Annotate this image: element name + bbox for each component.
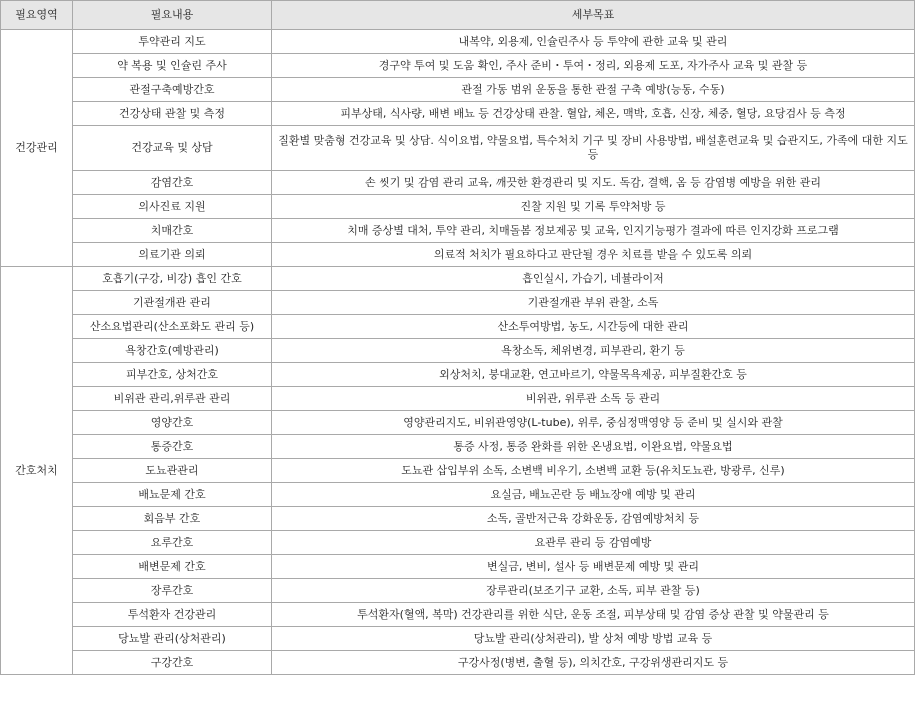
need-cell: 배변문제 간호: [73, 555, 272, 579]
table-row: [1, 459, 915, 483]
table-row: [1, 579, 915, 603]
goal-cell: 흡인실시, 가습기, 네뷸라이저: [272, 267, 915, 291]
table-row: [1, 30, 915, 54]
header-area: 필요영역: [1, 1, 73, 30]
table-row: [1, 243, 915, 267]
table-row: [1, 555, 915, 579]
table-row: [1, 531, 915, 555]
goal-cell: 변실금, 변비, 설사 등 배변문제 예방 및 관리: [272, 555, 915, 579]
header-row: [1, 1, 915, 30]
header-need: 필요내용: [73, 1, 272, 30]
need-cell: 당뇨발 관리(상처관리): [73, 627, 272, 651]
goal-cell: 욕창소독, 체위변경, 피부관리, 환기 등: [272, 339, 915, 363]
goal-cell: 도뇨관 삽입부위 소독, 소변백 비우기, 소변백 교환 등(유치도뇨관, 방광루, 신루): [272, 459, 915, 483]
need-cell: 산소요법관리(산소포화도 관리 등): [73, 315, 272, 339]
table-row: [1, 507, 915, 531]
table-row: [1, 363, 915, 387]
need-cell: 통증간호: [73, 435, 272, 459]
need-cell: 투약관리 지도: [73, 30, 272, 54]
area-cell: 간호처치: [1, 267, 73, 675]
table-row: [1, 195, 915, 219]
goal-cell: 치매 증상별 대처, 투약 관리, 치매돌봄 정보제공 및 교육, 인지기능평가 결과에 따른 인지강화 프로그램: [272, 219, 915, 243]
need-cell: 감염간호: [73, 171, 272, 195]
need-cell: 기관절개관 관리: [73, 291, 272, 315]
goal-cell: 당뇨발 관리(상처관리), 발 상처 예방 방법 교육 등: [272, 627, 915, 651]
table-row: [1, 435, 915, 459]
need-cell: 도뇨관관리: [73, 459, 272, 483]
goal-cell: 산소투여방법, 농도, 시간등에 대한 관리: [272, 315, 915, 339]
goal-cell: 진찰 지원 및 기록 투약처방 등: [272, 195, 915, 219]
goal-cell: 질환별 맞춤형 건강교육 및 상담. 식이요법, 약물요법, 특수처치 기구 및 장비 사용방법, 배설훈련교육 및 습관지도, 가족에 대한 지도 등: [272, 126, 915, 171]
need-cell: 호흡기(구강, 비강) 흡인 간호: [73, 267, 272, 291]
goal-cell: 손 씻기 및 감염 관리 교육, 깨끗한 환경관리 및 지도. 독감, 결핵, 옴 등 감염병 예방을 위한 관리: [272, 171, 915, 195]
table-row: [1, 339, 915, 363]
table-row: [1, 291, 915, 315]
goal-cell: 구강사정(병변, 출혈 등), 의치간호, 구강위생관리지도 등: [272, 651, 915, 675]
need-cell: 의료기관 의뢰: [73, 243, 272, 267]
need-cell: 배뇨문제 간호: [73, 483, 272, 507]
table-row: [1, 78, 915, 102]
goal-cell: 영양관리지도, 비위관영양(L-tube), 위루, 중심정맥영양 등 준비 및 실시와 관찰: [272, 411, 915, 435]
need-cell: 치매간호: [73, 219, 272, 243]
goal-cell: 관절 가동 범위 운동을 통한 관절 구축 예방(능동, 수동): [272, 78, 915, 102]
need-cell: 피부간호, 상처간호: [73, 363, 272, 387]
goal-cell: 장루관리(보조기구 교환, 소독, 피부 관찰 등): [272, 579, 915, 603]
table-row: [1, 54, 915, 78]
table-body: [1, 30, 915, 675]
need-cell: 영양간호: [73, 411, 272, 435]
need-cell: 건강교육 및 상담: [73, 126, 272, 171]
goal-cell: 소독, 골반저근육 강화운동, 감염예방처치 등: [272, 507, 915, 531]
table-row: [1, 387, 915, 411]
goal-cell: 요관루 관리 등 감염예방: [272, 531, 915, 555]
goal-cell: 피부상태, 식사량, 배변 배뇨 등 건강상태 관찰. 혈압, 체온, 맥박, 호흡, 신장, 체중, 혈당, 요당검사 등 측정: [272, 102, 915, 126]
goal-cell: 통증 사정, 통증 완화를 위한 온냉요법, 이완요법, 약물요법: [272, 435, 915, 459]
goal-cell: 요실금, 배뇨곤란 등 배뇨장애 예방 및 관리: [272, 483, 915, 507]
need-cell: 구강간호: [73, 651, 272, 675]
table-row: [1, 411, 915, 435]
need-cell: 비위관 관리,위루관 관리: [73, 387, 272, 411]
table-row: [1, 651, 915, 675]
need-cell: 욕창간호(예방관리): [73, 339, 272, 363]
goal-cell: 기관절개관 부위 관찰, 소독: [272, 291, 915, 315]
table-row: [1, 171, 915, 195]
table-row: [1, 627, 915, 651]
goal-cell: 투석환자(혈액, 복막) 건강관리를 위한 식단, 운동 조절, 피부상태 및 감염 증상 관찰 및 약물관리 등: [272, 603, 915, 627]
table-row: [1, 126, 915, 171]
goal-cell: 경구약 투여 및 도움 확인, 주사 준비・투여・정리, 외용제 도포, 자가주사 교육 및 관찰 등: [272, 54, 915, 78]
table-row: [1, 315, 915, 339]
need-cell: 장루간호: [73, 579, 272, 603]
need-cell: 약 복용 및 인슐린 주사: [73, 54, 272, 78]
table-row: [1, 102, 915, 126]
goal-cell: 의료적 처치가 필요하다고 판단될 경우 치료를 받을 수 있도록 의뢰: [272, 243, 915, 267]
need-cell: 관절구축예방간호: [73, 78, 272, 102]
goal-cell: 비위관, 위루관 소독 등 관리: [272, 387, 915, 411]
header-goal: 세부목표: [272, 1, 915, 30]
area-cell: 건강관리: [1, 30, 73, 267]
table-row: [1, 603, 915, 627]
need-cell: 투석환자 건강관리: [73, 603, 272, 627]
table-row: [1, 483, 915, 507]
need-cell: 건강상태 관찰 및 측정: [73, 102, 272, 126]
need-cell: 의사진료 지원: [73, 195, 272, 219]
table-row: [1, 219, 915, 243]
table-row: [1, 267, 915, 291]
goal-cell: 내복약, 외용제, 인슐린주사 등 투약에 관한 교육 및 관리: [272, 30, 915, 54]
need-cell: 회음부 간호: [73, 507, 272, 531]
need-cell: 요루간호: [73, 531, 272, 555]
goal-cell: 외상처치, 붕대교환, 연고바르기, 약물목욕제공, 피부질환간호 등: [272, 363, 915, 387]
